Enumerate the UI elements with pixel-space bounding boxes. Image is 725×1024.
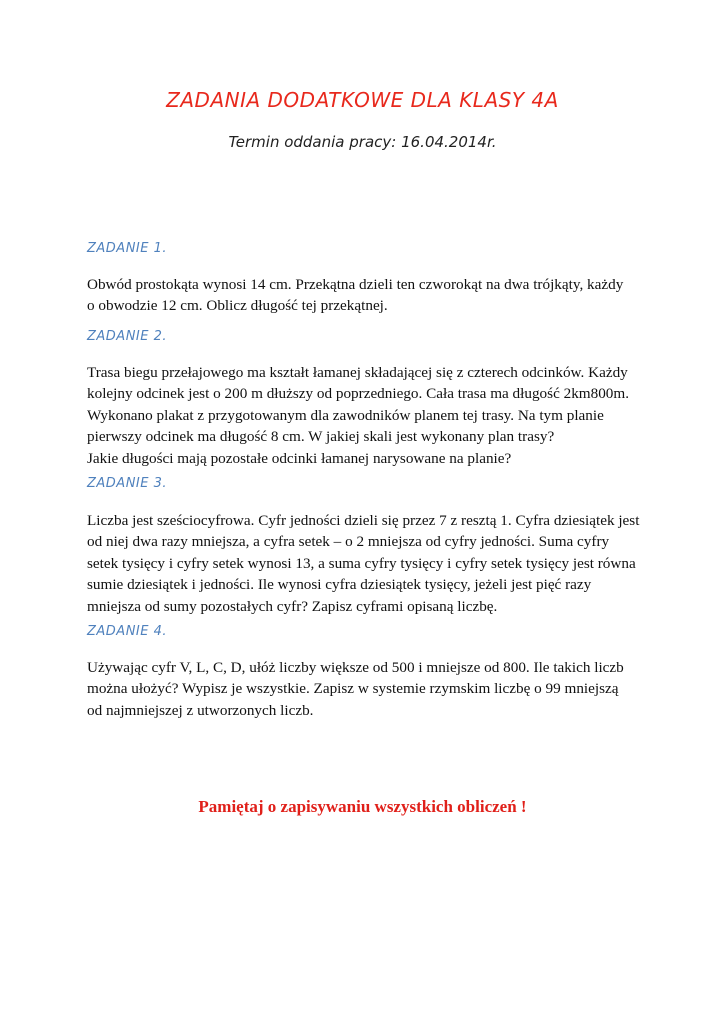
task-2-line: Wykonano plakat z przygotowanym dla zawodników planem tej trasy. Na tym planie xyxy=(87,406,604,424)
task-2-line: kolejny odcinek jest o 200 m dłuższy od poprzedniego. Cała trasa ma długość 2km800m. xyxy=(87,385,629,403)
task-4-body xyxy=(87,657,647,721)
task-3-heading: ZADANIE 3. xyxy=(87,476,168,491)
task-2-line: Trasa biegu przełajowego ma kształt łamanej składającej się z czterech odcinków. Każdy xyxy=(87,364,628,381)
document-title: ZADANIA DODATKOWE DLA KLASY 4A xyxy=(166,88,559,112)
task-3-line: od niej dwa razy mniejsza, a cyfra setek – o 2 mniejsza od cyfry jedności. Suma cyfry xyxy=(87,533,610,551)
task-1-heading: ZADANIE 1. xyxy=(87,241,168,256)
task-1-line: Obwód prostokąta wynosi 14 cm. Przekątna dzieli ten czworokąt na dwa trójkąty, każdy xyxy=(87,276,624,293)
task-3-line: Liczba jest sześciocyfrowa. Cyfr jedności dzieli się przez 7 z resztą 1. Cyfra dziesiątek jest xyxy=(87,512,640,529)
reminder-text: Pamiętaj o zapisywaniu wszystkich obliczeń ! xyxy=(198,797,527,816)
task-3-line: mniejsza od sumy pozostałych cyfr? Zapisz cyframi opisaną liczbę. xyxy=(87,597,498,615)
task-3-line: sumie dziesiątek i jedności. Ile wynosi cyfra dziesiątek tysięcy, jeżeli jest pięć razy xyxy=(87,576,592,594)
task-1-line: o obwodzie 12 cm. Oblicz długość tej przekątnej. xyxy=(87,297,388,315)
task-2-body xyxy=(87,362,647,469)
task-4-line: można ułożyć? Wypisz je wszystkie. Zapisz w systemie rzymskim liczbę o 99 mniejszą xyxy=(87,680,619,698)
task-3-body xyxy=(87,510,647,617)
task-2-line: pierwszy odcinek ma długość 8 cm. W jakiej skali jest wykonany plan trasy? xyxy=(87,428,555,446)
deadline-text: Termin oddania pracy: 16.04.2014r. xyxy=(228,133,497,151)
task-2-heading: ZADANIE 2. xyxy=(87,329,168,344)
task-2-line: Jakie długości mają pozostałe odcinki łamanej narysowane na planie? xyxy=(87,449,512,467)
task-3-line: setek tysięcy i cyfry setek wynosi 13, a suma cyfry tysięcy i cyfry setek tysięcy jest równa xyxy=(87,554,636,572)
task-1-body xyxy=(87,274,647,317)
task-4-line: od najmniejszej z utworzonych liczb. xyxy=(87,701,314,719)
task-4-line: Używając cyfr V, L, C, D, ułóż liczby większe od 500 i mniejsze od 800. Ile takich liczb xyxy=(87,659,624,676)
task-4-heading: ZADANIE 4. xyxy=(87,624,168,639)
